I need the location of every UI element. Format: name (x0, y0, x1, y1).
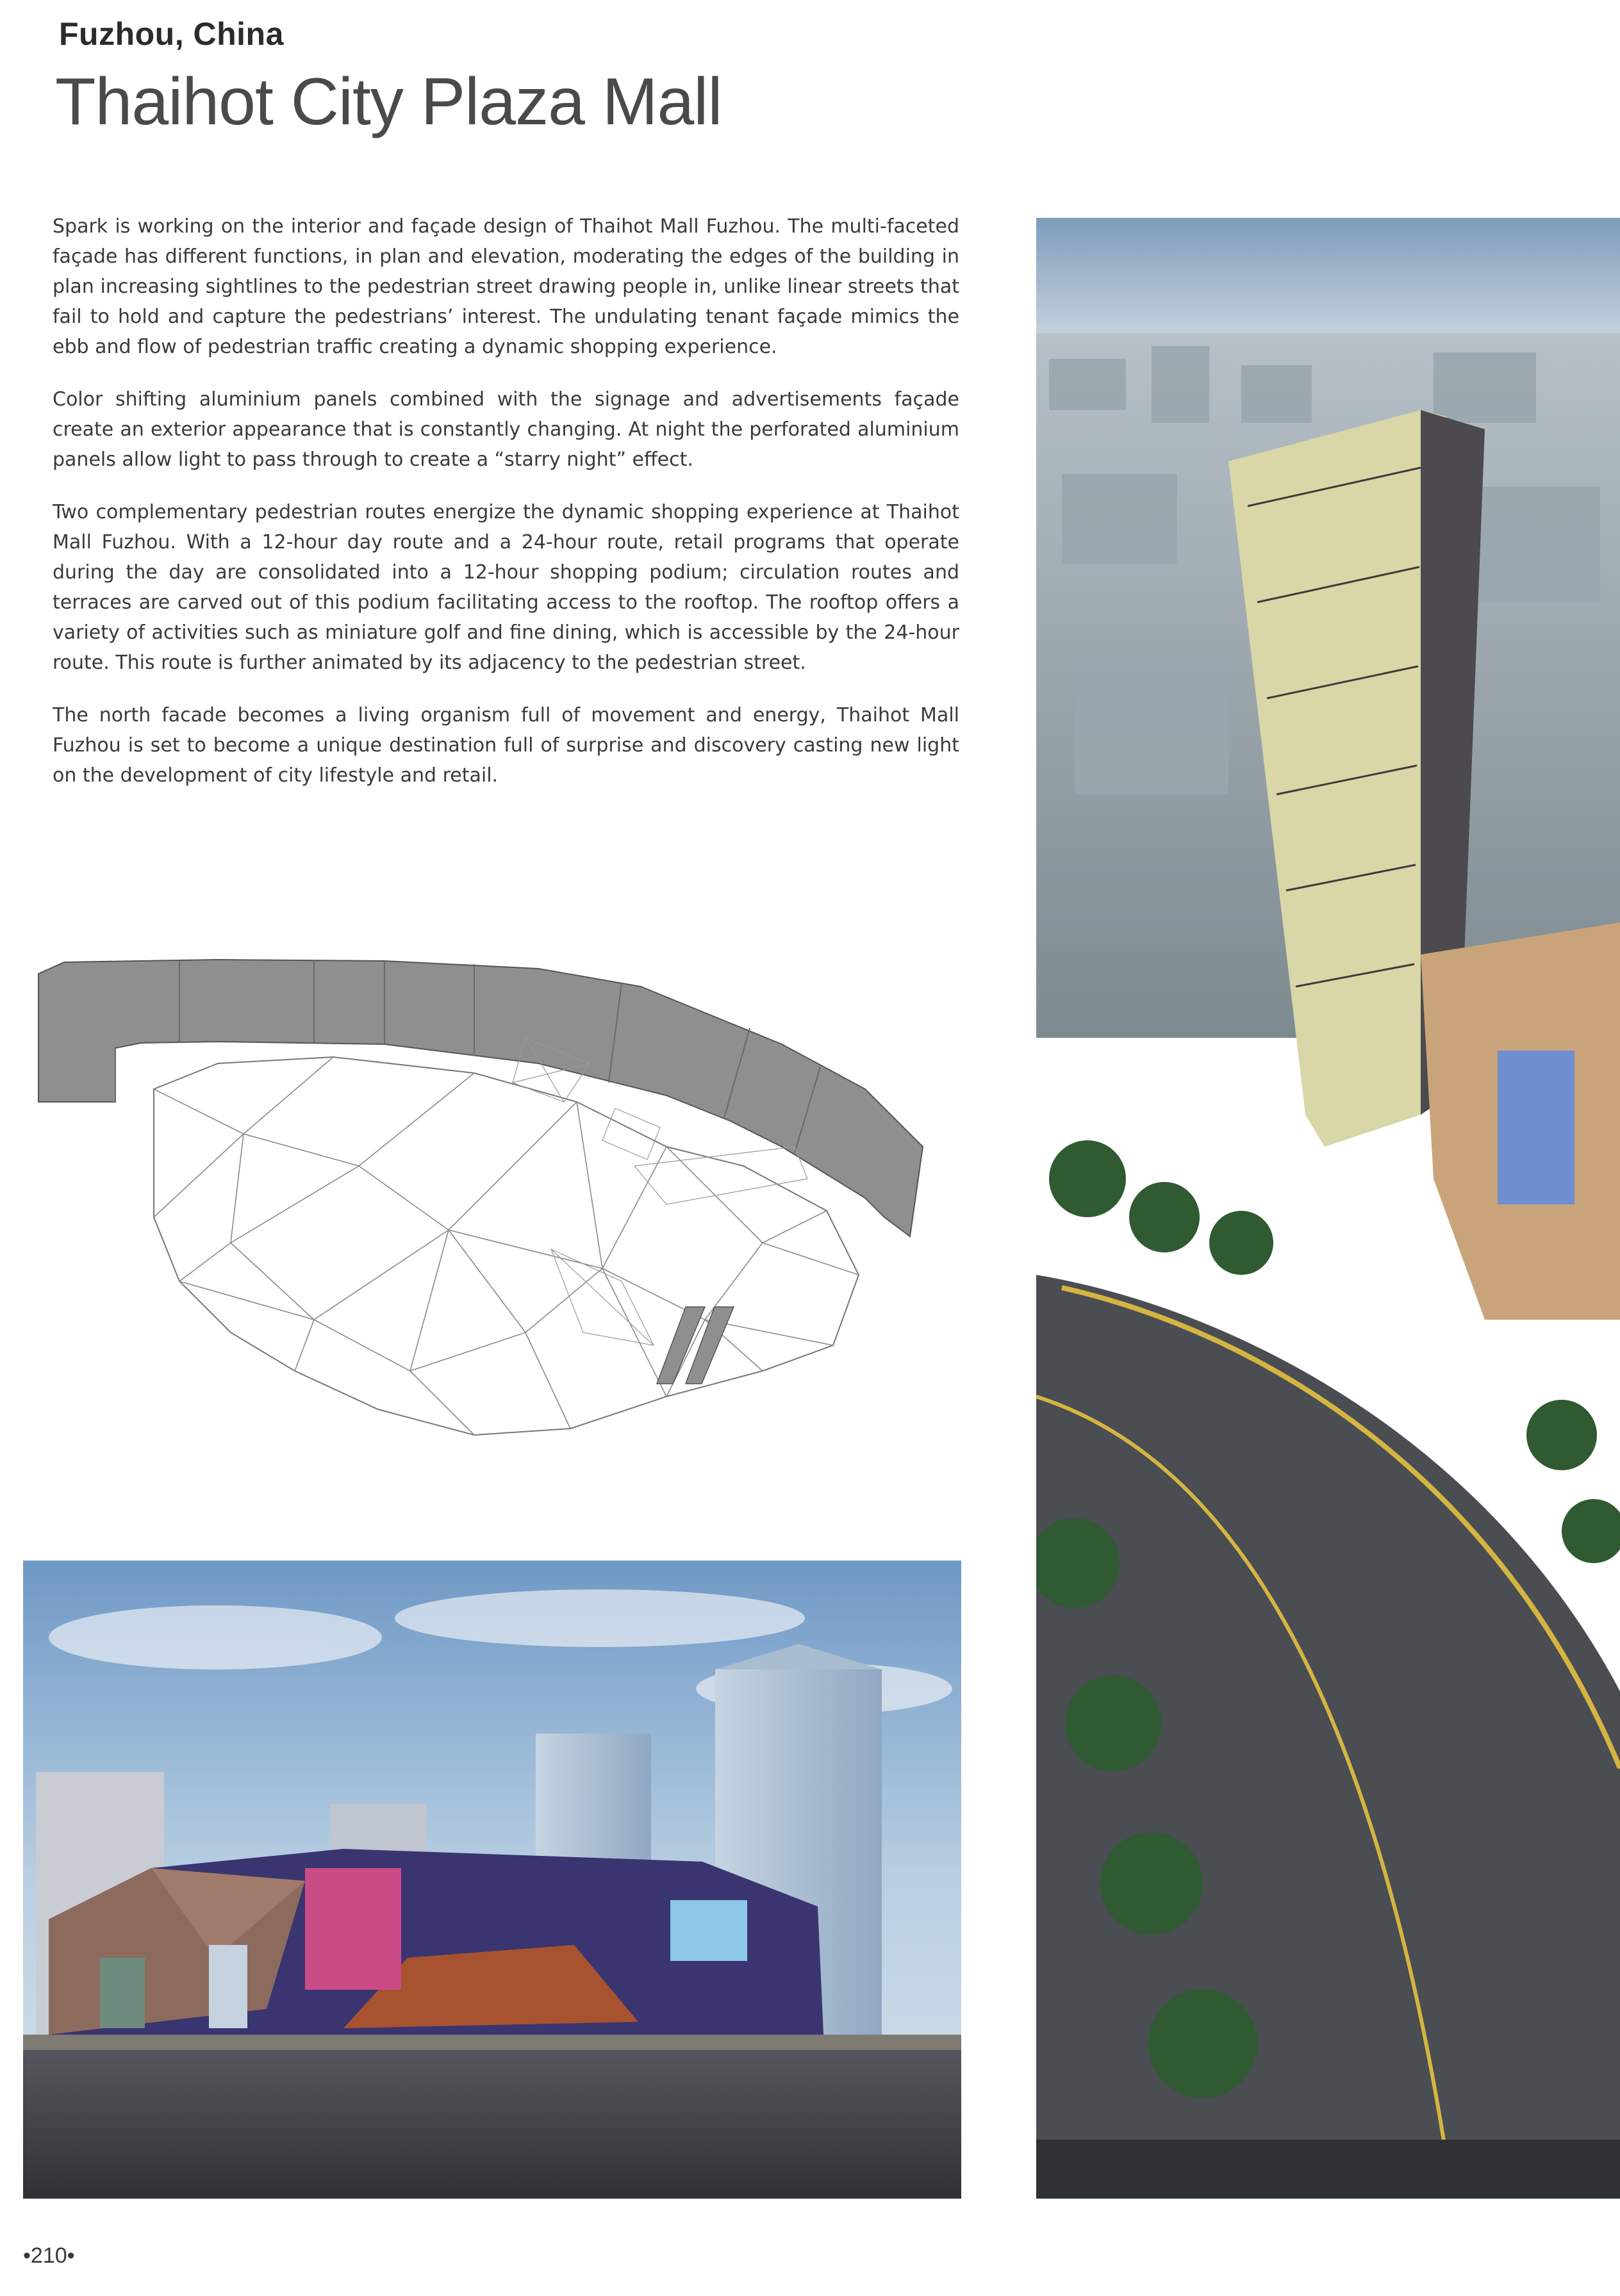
page-title: Thaihot City Plaza Mall (55, 65, 722, 139)
paragraph-3: Two complementary pedestrian routes energize the dynamic shopping experience at Thaihot Mall Fuzhou. With a 12-hour day route and a 24-hour route, retail programs that operate during the day are consolidated into a 12-hour shopping podium; circulation routes and terraces are carved out of this podium facilitating access to the rooftop. The rooftop offers a variety of activities such as miniature golf and fine dining, which is accessible by the 24-hour route. This route is further animated by its adjacency to the pedestrian street. (53, 501, 959, 674)
paragraph-2: Color shifting aluminium panels combined with the signage and advertisements façade create an exterior appearance that is constantly changing. At night the perforated aluminium panels allow light to pass through to create a “starry night” effect. (53, 388, 959, 471)
aerial-rendering (1036, 218, 1620, 2199)
site-plan-drawing (26, 935, 961, 1448)
body-text (53, 211, 959, 813)
paragraph-1: Spark is working on the interior and façade design of Thaihot Mall Fuzhou. The multi-faceted façade has different functions, in plan and elevation, moderating the edges of the building in plan increasing sightlines to the pedestrian street drawing people in, unlike linear streets that fail to hold and capture the pedestrians’ interest. The undulating tenant façade mimics the ebb and flow of pedestrian traffic creating a dynamic shopping experience. (53, 215, 959, 358)
location-heading: Fuzhou, China (59, 16, 284, 52)
paragraph-4: The north facade becomes a living organism full of movement and energy, Thaihot Mall Fuzhou is set to become a unique destination full of surprise and discovery casting new light on the development of city lifestyle and retail. (53, 704, 959, 787)
page-number: •210• (23, 2243, 75, 2268)
mall-facade-rendering (23, 1561, 961, 2199)
